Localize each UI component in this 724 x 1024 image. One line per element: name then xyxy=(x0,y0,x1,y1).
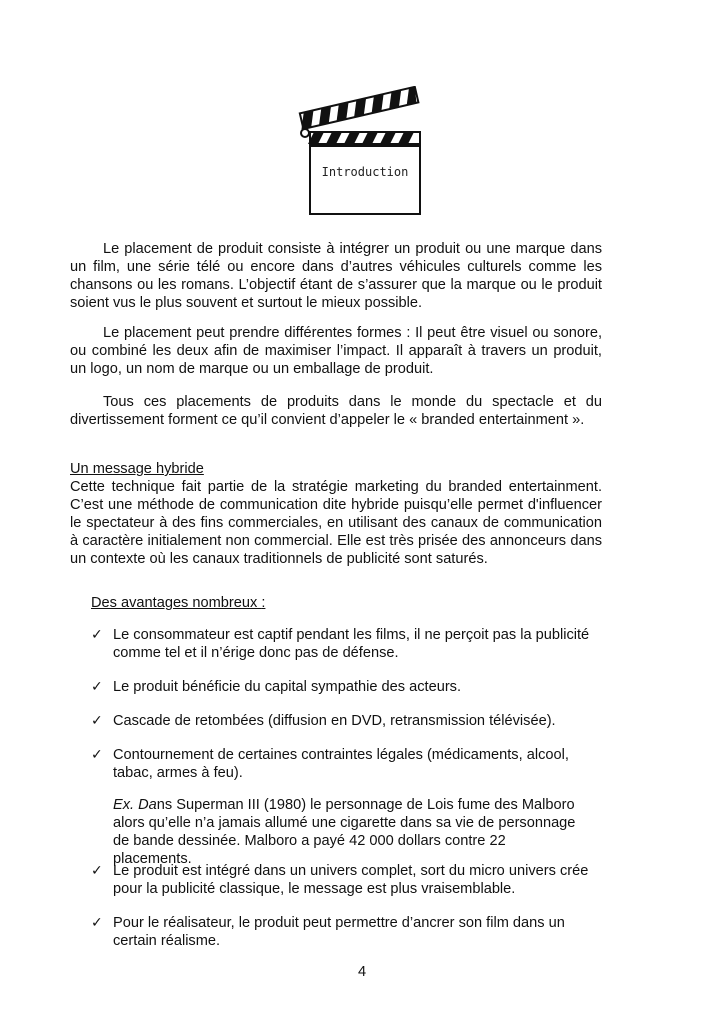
list-item xyxy=(91,914,601,950)
intro-paragraph-3: Tous ces placements de produits dans le monde du spectacle et du divertissement forment ce qu’il convient d’appeler le « branded entertainment ». xyxy=(70,394,602,428)
section-hybride-text: Cette technique fait partie de la stratégie marketing du branded entertainment. C’est une méthode de communication dite hybride puisqu’elle permet d'influencer le spectateur à des fins commerciales, en utilisant des canaux de communication à caractère initialement non commercial. Elle est très prisée des annonceurs dans un contexte où les canaux traditionnels de publicité sont saturés. xyxy=(70,479,602,567)
list-item xyxy=(91,712,601,730)
list-item xyxy=(91,862,601,898)
list-item-text: Cascade de retombées (diffusion en DVD, retransmission télévisée). xyxy=(113,713,556,729)
clapperboard-image xyxy=(298,86,424,218)
list-item xyxy=(91,746,601,782)
avantages-list-continued xyxy=(91,862,601,950)
list-item-text: Pour le réalisateur, le produit peut permettre d’ancrer son film dans un certain réalisme. xyxy=(113,915,565,949)
intro-paragraph-1: Le placement de produit consiste à intégrer un produit ou une marque dans un film, une série télé ou encore dans d’autres véhicules culturels comme les chansons ou les romans. L’objectif étant de s’assurer que la marque ou le produit soient vus le plus souvent et surtout le mieux possible. xyxy=(70,241,602,311)
checkmark-icon: ✓ xyxy=(91,627,103,643)
checkmark-icon: ✓ xyxy=(91,915,103,931)
section-avantages-heading xyxy=(91,594,265,612)
intro-paragraph-2: Le placement peut prendre différentes formes : Il peut être visuel ou sonore, ou combiné les deux afin de maximiser l’impact. Il apparaît à travers un produit, un logo, un nom de marque ou un emballage de produit. xyxy=(70,325,602,377)
list-item-text: Le consommateur est captif pendant les films, il ne perçoit pas la publicité comme tel et il n’érige donc pas de défense. xyxy=(113,627,590,661)
section-hybride xyxy=(70,460,602,568)
checkmark-icon: ✓ xyxy=(91,747,103,763)
list-item xyxy=(91,678,601,696)
list-item-text: Contournement de certaines contraintes légales (médicaments, alcool, tabac, armes à feu). xyxy=(113,747,569,781)
list-item-text: Le produit bénéficie du capital sympathie des acteurs. xyxy=(113,679,462,695)
checkmark-icon: ✓ xyxy=(91,679,103,695)
avantages-heading-colon: : xyxy=(261,595,266,611)
section-hybride-heading: Un message hybride xyxy=(70,461,204,477)
avantages-list xyxy=(91,626,601,798)
checkmark-icon: ✓ xyxy=(91,863,103,879)
checkmark-icon: ✓ xyxy=(91,713,103,729)
example-prefix: Ex. Da xyxy=(113,797,157,813)
example-text: ns Superman III (1980) le personnage de Lois fume des Malboro alors qu’elle n’a jamais allumé une cigarette dans sa vie de personnage de bande dessinée. Malboro a payé 42 000 dollars contre 22 placements. xyxy=(113,797,576,867)
page-number: 4 xyxy=(357,964,367,980)
list-item-text: Le produit est intégré dans un univers complet, sort du micro univers crée pour la publicité classique, le message est plus vraisemblable. xyxy=(113,863,589,897)
clapperboard-label: Introduction xyxy=(321,165,409,179)
example-paragraph xyxy=(113,796,583,868)
list-item xyxy=(91,626,601,662)
avantages-heading-text: Des avantages nombreux xyxy=(91,595,262,611)
